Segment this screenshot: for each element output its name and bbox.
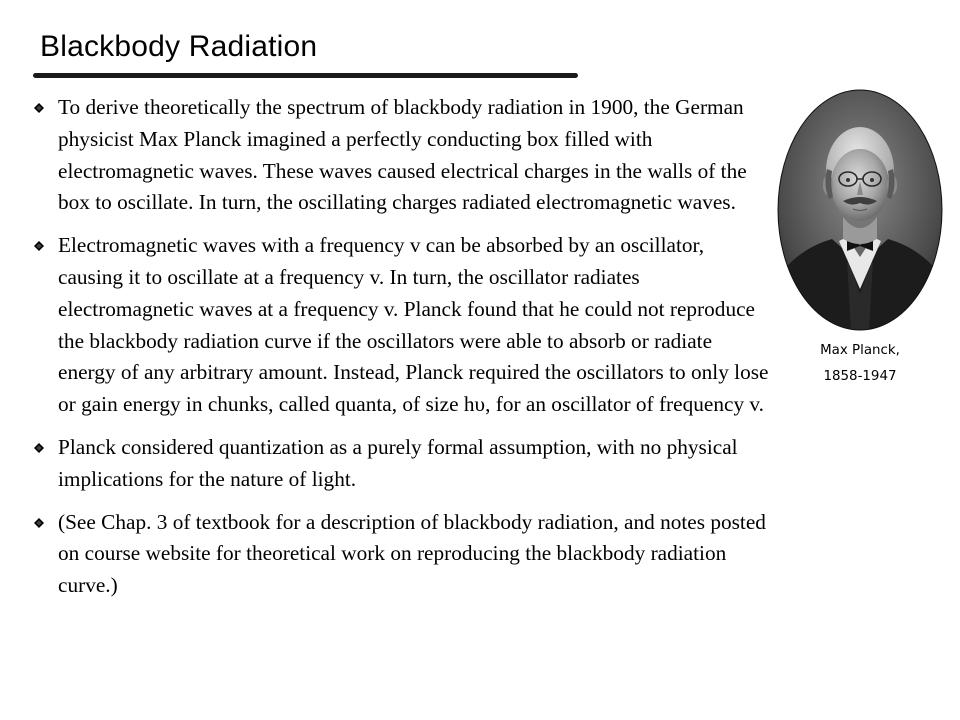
bullet-text: To derive theoretically the spectrum of blackbody radiation in 1900, the German physicist Max Planck imagined a perfectly conducting box filled with electromagnetic waves. These waves caused electrical charges in the walls of the box to oscillate. In turn, the oscillating charges radiated electromagnetic waves. bbox=[58, 95, 747, 215]
title-underline bbox=[33, 73, 578, 78]
bullet-item bbox=[34, 507, 774, 602]
bullet-text: Electromagnetic waves with a frequency v can be absorbed by an oscillator, causing it to oscillate at a frequency v. In turn, the oscillator radiates electromagnetic waves at a frequency v. Planck found that he could not reproduce the blackbody radiation curve if the oscillators were able to absorb or radiate energy of any arbitrary amount. Instead, Planck required the oscillators to only lose or gain energy in chunks, called quanta, of size hυ, for an oscillator of frequency v. bbox=[58, 233, 769, 417]
diamond-bullet-icon bbox=[34, 518, 44, 528]
caption-years: 1858-1947 bbox=[823, 369, 897, 384]
bullet-item bbox=[34, 432, 774, 496]
bullet-item bbox=[34, 92, 774, 219]
bullet-text: Planck considered quantization as a purely formal assumption, with no physical implications for the nature of light. bbox=[58, 434, 738, 491]
bullet-list bbox=[34, 92, 774, 613]
portrait-caption bbox=[800, 338, 920, 390]
diamond-bullet-icon bbox=[34, 443, 44, 453]
bullet-text: (See Chap. 3 of textbook for a description of blackbody radiation, and notes posted on course website for theoretical work on reproducing the blackbody radiation curve.) bbox=[58, 509, 766, 598]
bullet-item bbox=[34, 230, 774, 421]
diamond-bullet-icon bbox=[34, 241, 44, 251]
portrait-photo bbox=[777, 89, 943, 331]
diamond-bullet-icon bbox=[34, 103, 44, 113]
slide-title: Blackbody Radiation bbox=[40, 30, 318, 63]
caption-name: Max Planck, bbox=[820, 343, 900, 358]
